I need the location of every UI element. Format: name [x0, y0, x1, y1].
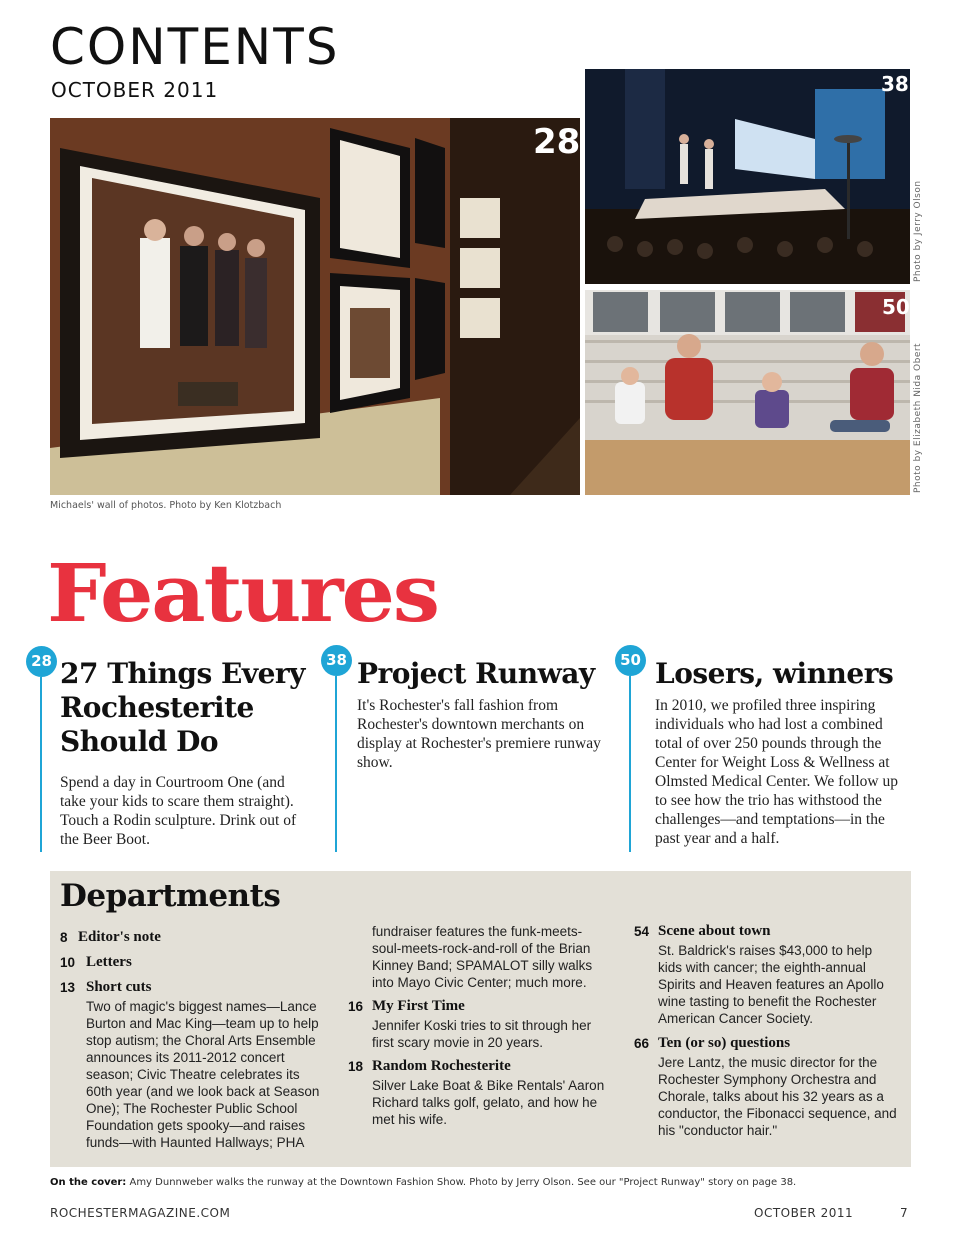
department-text-line: Burton and Mac King—team up to help — [86, 1016, 319, 1031]
main-photo-page-number: 28 — [533, 122, 581, 162]
feature-body-line: the Beer Boot. — [60, 831, 150, 848]
feature-body-line: It's Rochester's fall fashion from — [357, 697, 559, 714]
department-text-line: season; Civic Theatre celebrates its — [86, 1067, 300, 1082]
department-title: Random Rochesterite — [372, 1058, 511, 1074]
department-text-line: his "conductor hair." — [658, 1123, 778, 1138]
wall-of-photos-illustration — [50, 118, 580, 495]
feature-title-line: Rochesterite — [60, 691, 254, 724]
department-page: 8 — [60, 930, 68, 945]
wall-of-photos-image — [50, 118, 580, 495]
department-text-line: soul-meets-rock-and-roll of the Brian — [372, 941, 591, 956]
feature-divider-line — [40, 677, 42, 852]
feature-body-line: to see how the trio has withstood the — [655, 792, 882, 809]
department-text-line: Jere Lantz, the music director for the — [658, 1055, 878, 1070]
department-text-line: Two of magic's biggest names—Lance — [86, 999, 317, 1014]
department-text-line: Spirits and Heaven features an Apollo — [658, 977, 884, 992]
feature-page-badge: 38 — [321, 645, 352, 676]
feature-body-line: Rochester's downtown merchants on — [357, 716, 585, 733]
feature-page-badge: 28 — [26, 646, 57, 677]
page-title: CONTENTS — [50, 18, 340, 76]
department-text-line: wine tasting to benefit the Rochester — [658, 994, 877, 1009]
department-title: Scene about town — [658, 923, 771, 939]
department-text-line: Foundation gets spooky—and raises — [86, 1118, 306, 1133]
cover-note-text: Amy Dunnweber walks the runway at the Downtown Fashion Show. Photo by Jerry Olson. See our "Project Runway" story on page 38. — [126, 1177, 797, 1188]
feature-body-line: Spend a day in Courtroom One (and — [60, 774, 285, 791]
feature-body-line: individuals who had lost a combined — [655, 716, 883, 733]
feature-item[interactable] — [655, 657, 925, 848]
feature-body-line: display at Rochester's premiere runway — [357, 735, 601, 752]
department-text-line: Silver Lake Boat & Bike Rentals' Aaron — [372, 1078, 605, 1093]
department-page: 16 — [348, 999, 364, 1014]
feature-body-line: Touch a Rodin sculpture. Drink out of — [60, 812, 297, 829]
porch-photo-credit: Photo by Elizabeth Nida Obert — [913, 342, 923, 493]
department-text-line: met his wife. — [372, 1112, 448, 1127]
department-text-line: into Mayo Civic Center; much more. — [372, 975, 587, 990]
runway-illustration — [585, 69, 910, 284]
department-page: 54 — [634, 924, 650, 939]
runway-photo-credit: Photo by Jerry Olson — [913, 180, 923, 282]
feature-description — [655, 696, 925, 848]
departments-heading: Departments — [60, 878, 281, 914]
department-text-line: conductor, the Fibonacci sequence, and — [658, 1106, 897, 1121]
feature-title — [60, 657, 330, 759]
department-text-line: Richard talks golf, gelato, and how he — [372, 1095, 598, 1110]
feature-title-line: Project Runway — [357, 657, 595, 690]
porch-photo-page-number: 50 — [882, 295, 910, 319]
features-heading: Features — [47, 546, 438, 640]
department-text-line: Kinney Band; SPAMALOT silly walks — [372, 958, 593, 973]
department-text-line: fundraiser features the funk-meets- — [372, 924, 583, 939]
issue-date: OCTOBER 2011 — [51, 78, 219, 102]
department-text-line: One); The Rochester Public School — [86, 1101, 298, 1116]
feature-body-line: In 2010, we profiled three inspiring — [655, 697, 876, 714]
department-title: Short cuts — [86, 979, 152, 995]
department-page: 18 — [348, 1059, 364, 1074]
feature-body-line: challenges—and temptations—in the — [655, 811, 885, 828]
feature-body-line: Olmsted Medical Center. We follow up — [655, 773, 898, 790]
feature-description — [60, 773, 330, 849]
department-description — [658, 1054, 908, 1139]
feature-item[interactable] — [60, 657, 330, 849]
feature-title-line: Should Do — [60, 725, 219, 758]
department-text-line: 60th year (and we look back at Season — [86, 1084, 320, 1099]
department-description — [86, 998, 346, 1151]
department-text-line: Rochester Symphony Orchestra and — [658, 1072, 877, 1087]
department-page: 66 — [634, 1036, 650, 1051]
feature-title-line: 27 Things Every — [60, 657, 305, 690]
department-description — [372, 1017, 632, 1051]
department-text-line: American Cancer Society. — [658, 1011, 814, 1026]
feature-item[interactable] — [357, 657, 617, 772]
department-text-line: St. Baldrick's raises $43,000 to help — [658, 943, 873, 958]
feature-body-line: show. — [357, 754, 393, 771]
feature-divider-line — [629, 676, 631, 852]
department-description — [658, 942, 908, 1027]
feature-title — [357, 657, 617, 691]
department-title: Editor's note — [78, 929, 161, 945]
feature-title-line: Losers, winners — [655, 657, 894, 690]
department-text-line: stop autism; the Choral Arts Ensemble — [86, 1033, 316, 1048]
cover-note — [50, 1177, 796, 1188]
feature-title — [655, 657, 925, 691]
feature-body-line: take your kids to scare them straight). — [60, 793, 294, 810]
runway-image — [585, 69, 910, 284]
department-text-line: kids with cancer; the eighth-annual — [658, 960, 866, 975]
department-title: Letters — [86, 954, 132, 970]
feature-body-line: total of over 250 pounds through the — [655, 735, 882, 752]
porch-illustration — [585, 290, 910, 495]
runway-photo-page-number: 38 — [881, 72, 909, 96]
cover-note-label: On the cover: — [50, 1177, 127, 1188]
feature-page-badge: 50 — [615, 645, 646, 676]
department-text-line: Chorale, talks about his 32 years as a — [658, 1089, 884, 1104]
department-title: Ten (or so) questions — [658, 1035, 791, 1051]
feature-divider-line — [335, 676, 337, 852]
department-title: My First Time — [372, 998, 465, 1014]
porch-image — [585, 290, 910, 495]
department-page: 10 — [60, 955, 76, 970]
department-text-line: funds—with Haunted Hallways; PHA — [86, 1135, 305, 1150]
footer-website-link[interactable]: ROCHESTERMAGAZINE.COM — [50, 1206, 231, 1220]
department-text-line: announces its 2011-2012 concert — [86, 1050, 285, 1065]
feature-body-line: Center for Weight Loss & Wellness at — [655, 754, 890, 771]
feature-description — [357, 696, 617, 772]
footer-date: OCTOBER 2011 — [754, 1206, 854, 1220]
department-description-continued — [372, 923, 632, 991]
department-text-line: Jennifer Koski tries to sit through her — [372, 1018, 592, 1033]
feature-body-line: past year and a half. — [655, 830, 780, 847]
department-page: 13 — [60, 980, 76, 995]
department-description — [372, 1077, 632, 1128]
main-photo-caption: Michaels' wall of photos. Photo by Ken Klotzbach — [50, 500, 282, 511]
department-text-line: first scary movie in 20 years. — [372, 1035, 544, 1050]
page-number: 7 — [900, 1206, 908, 1220]
